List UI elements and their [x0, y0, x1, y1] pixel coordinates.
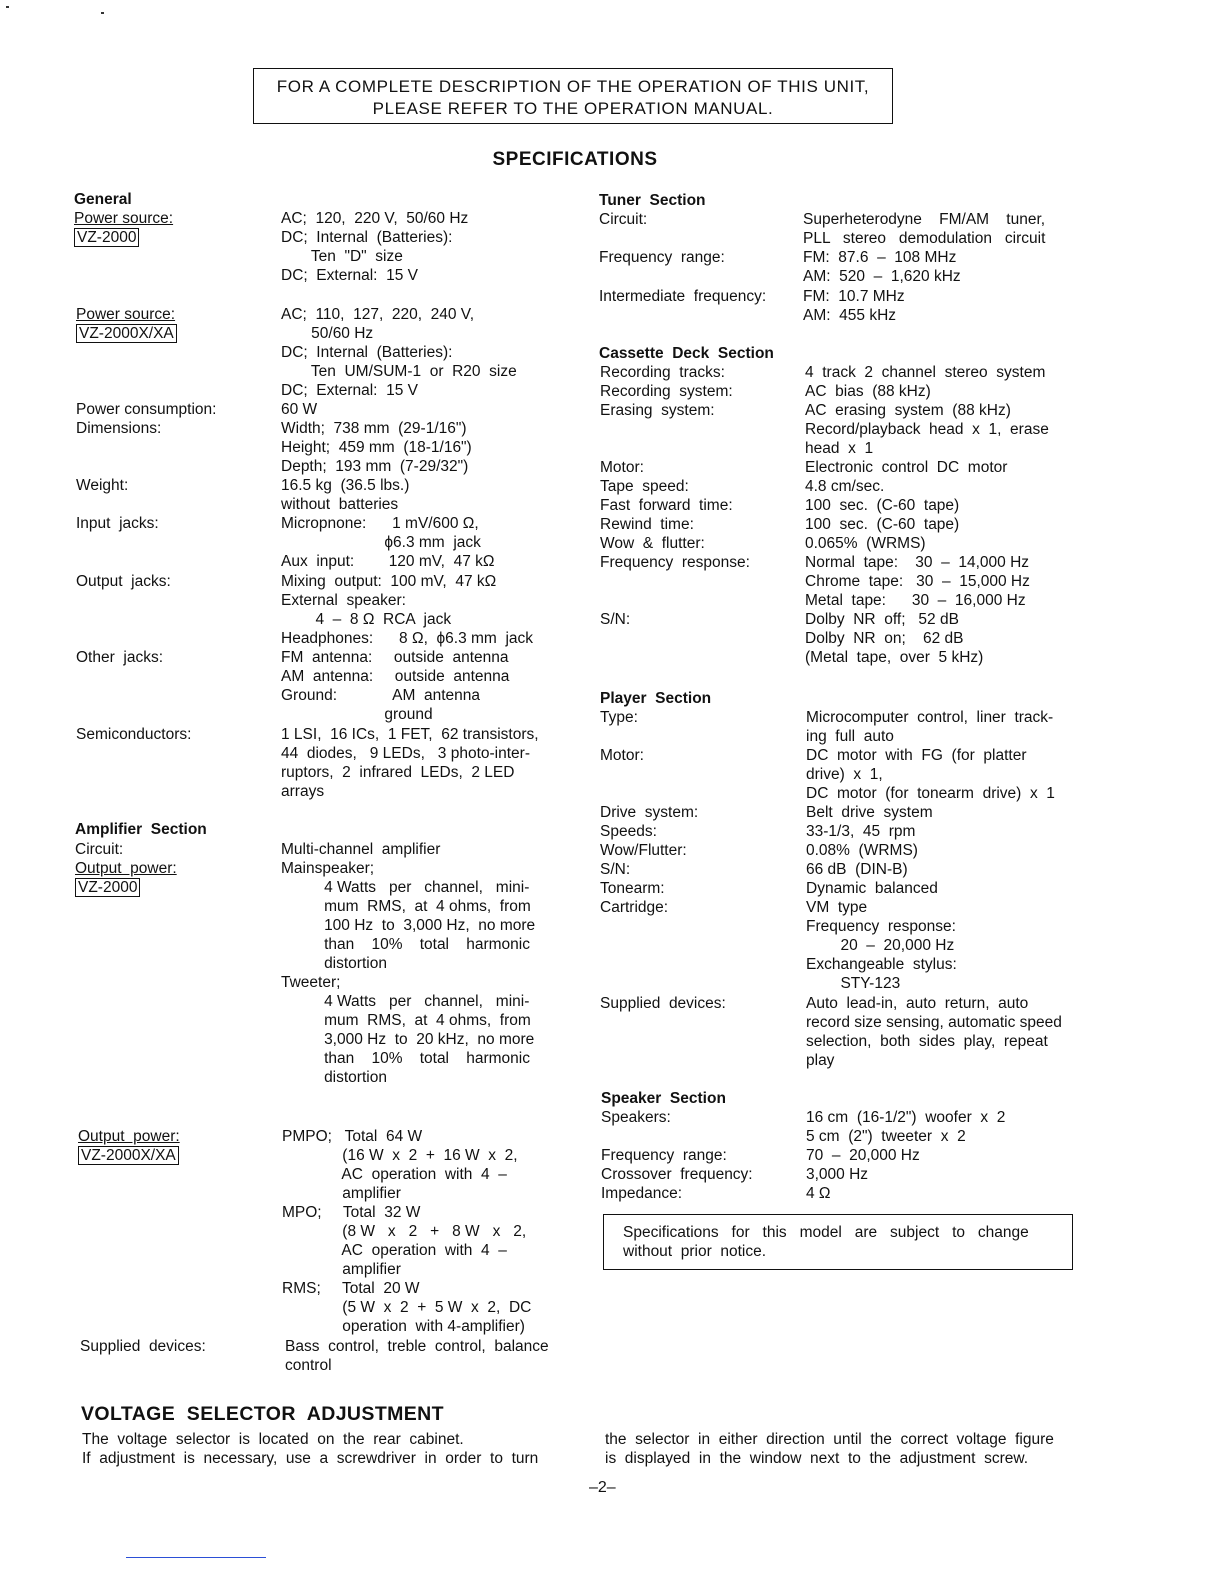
model-badge: VZ-2000 [75, 878, 140, 897]
spec-value: Superheterodyne FM/AM tuner, PLL stereo demodulation circuit [803, 211, 1046, 247]
spec-value: Mixing output: 100 mV, 47 kΩ External speaker: 4 – 8 Ω RCA jack Headphones: 8 Ω, ϕ6.3 mm jack [281, 573, 534, 647]
scan-speck [101, 12, 104, 14]
page-number: –2– [589, 1479, 616, 1496]
speaker-heading: Speaker Section [601, 1090, 726, 1107]
spec-label: Supplied devices: [80, 1338, 206, 1355]
cassette-labels: Recording tracks: Recording system: Erasing system: Motor: Tape speed: Fast forward time: Rewind time: Wow & flutter: Frequency response: S/N: [600, 364, 750, 628]
power-source-value: AC; 120, 220 V, 50/60 Hz DC; Internal (Batteries): Ten "D" size DC; External: 15 V [281, 210, 469, 284]
power-source-label: Power source: [76, 306, 176, 323]
amplifier-heading: Amplifier Section [75, 821, 207, 838]
tuner-heading: Tuner Section [599, 192, 706, 209]
footer-rule [126, 1557, 266, 1558]
output-power-label: Output power: [75, 860, 177, 877]
output-power-value: PMPO; Total 64 W (16 W x 2 + 16 W x 2, AC operation with 4 – amplifier MPO; Total 32 W (8 W x 2 + 8 W x 2, AC operation with 4 – amplifier RMS; Total 20 W (5 W x 2 + 5 W x 2, DC operation with 4-amplifier) [282, 1128, 532, 1335]
cassette-heading: Cassette Deck Section [599, 345, 774, 362]
spec-value: Bass control, treble control, balance control [285, 1338, 549, 1374]
speaker-labels: Speakers: Frequency range: Crossover frequency: Impedance: [601, 1109, 753, 1202]
spec-value: FM: 10.7 MHz AM: 455 kHz [803, 288, 905, 324]
spec-label: Frequency range: [599, 249, 725, 266]
power-source-value: AC; 110, 127, 220, 240 V, 50/60 Hz DC; Internal (Batteries): Ten UM/SUM-1 or R20 size DC; External: 15 V [281, 306, 517, 399]
spec-value: 60 W [281, 401, 318, 418]
model-badge: VZ-2000X/XA [78, 1146, 179, 1165]
spec-label: Intermediate frequency: [599, 288, 767, 305]
spec-value: Multi-channel amplifier [281, 841, 441, 858]
spec-value: 1 LSI, 16 ICs, 1 FET, 62 transistors, 44 diodes, 9 LEDs, 3 photo-inter- ruptors, 2 infrared LEDs, 2 LED arrays [281, 726, 539, 800]
speaker-values: 16 cm (16-1/2") woofer x 2 5 cm (2") tweeter x 2 70 – 20,000 Hz 3,000 Hz 4 Ω [806, 1109, 1006, 1202]
model-badge: VZ-2000 [74, 228, 139, 247]
spec-label: Dimensions: [76, 420, 162, 437]
voltage-text-left: The voltage selector is located on the rear cabinet. If adjustment is necessary, use a screwdriver in order to turn [82, 1431, 539, 1467]
spec-label: Supplied devices: [600, 995, 726, 1012]
spec-value: Auto lead-in, auto return, auto record size sensing, automatic speed selection, both sides play, repeat play [806, 995, 1062, 1069]
power-source-label: Power source: [74, 210, 174, 227]
spec-value: 16.5 kg (36.5 lbs.) without batteries [281, 477, 410, 513]
page-title: SPECIFICATIONS [492, 149, 658, 170]
model-badge: VZ-2000X/XA [76, 324, 177, 343]
voltage-selector-title: VOLTAGE SELECTOR ADJUSTMENT [81, 1403, 444, 1425]
output-power-label: Output power: [78, 1128, 180, 1145]
spec-value: FM: 87.6 – 108 MHz AM: 520 – 1,620 kHz [803, 249, 961, 285]
notice-line-1: FOR A COMPLETE DESCRIPTION OF THE OPERATION OF THIS UNIT, [276, 77, 870, 96]
scan-speck [6, 6, 9, 8]
player-labels: Type: Motor: Drive system: Speeds: Wow/Flutter: S/N: Tonearm: Cartridge: [600, 709, 699, 916]
player-values: Microcomputer control, liner track- ing full auto DC motor with FG (for platter drive) x 1, DC motor (for tonearm drive) x 1 Belt drive system 33-1/3, 45 rpm 0.08% (WRMS) 66 dB (DIN-B) Dynamic balanced VM type Frequency response: 20 – 20,000 Hz Exchangeable stylus: STY-123 [806, 709, 1055, 992]
player-heading: Player Section [600, 690, 712, 707]
spec-label: Circuit: [75, 841, 124, 858]
spec-label: Power consumption: [76, 401, 217, 418]
specifications-change-notice: Specifications for this model are subject to change without prior notice. [603, 1214, 1073, 1270]
output-power-value: Mainspeaker; 4 Watts per channel, mini- mum RMS, at 4 ohms, from 100 Hz to 3,000 Hz, no more than 10% total harmonic distortion Tweeter; 4 Watts per channel, mini- mum RMS, at 4 ohms, from 3,000 Hz to 20 kHz, no more than 10% total harmonic distortion [281, 860, 536, 1086]
voltage-text-right: the selector in either direction until the correct voltage figure is displayed in the window next to the adjustment screw. [605, 1431, 1054, 1467]
general-heading: General [74, 191, 132, 208]
notice-line-2: PLEASE REFER TO THE OPERATION MANUAL. [372, 99, 774, 118]
spec-label: Circuit: [599, 211, 648, 228]
spec-label: Input jacks: [76, 515, 159, 532]
spec-value: Micropnone: 1 mV/600 Ω, ϕ6.3 mm jack Aux input: 120 mV, 47 kΩ [281, 515, 495, 570]
spec-label: Other jacks: [76, 649, 163, 666]
spec-value: Width; 738 mm (29-1/16") Height; 459 mm (18-1/16") Depth; 193 mm (7-29/32") [281, 420, 472, 475]
spec-value: FM antenna: outside antenna AM antenna: outside antenna Ground: AM antenna ground [281, 649, 510, 723]
spec-label: Output jacks: [76, 573, 171, 590]
spec-label: Semiconductors: [76, 726, 192, 743]
operation-notice-box [253, 68, 893, 124]
cassette-values: 4 track 2 channel stereo system AC bias (88 kHz) AC erasing system (88 kHz) Record/playback head x 1, erase head x 1 Electronic control DC motor 4.8 cm/sec. 100 sec. (C-60 tape) 100 sec. (C-60 tape) 0.065% (WRMS) Normal tape: 30 – 14,000 Hz Chrome tape: 30 – 15,000 Hz Metal tape: 30 – 16,000 Hz Dolby NR off; 52 dB Dolby NR on; 62 dB (Metal tape, over 5 kHz) [805, 364, 1049, 666]
spec-label: Weight: [76, 477, 129, 494]
